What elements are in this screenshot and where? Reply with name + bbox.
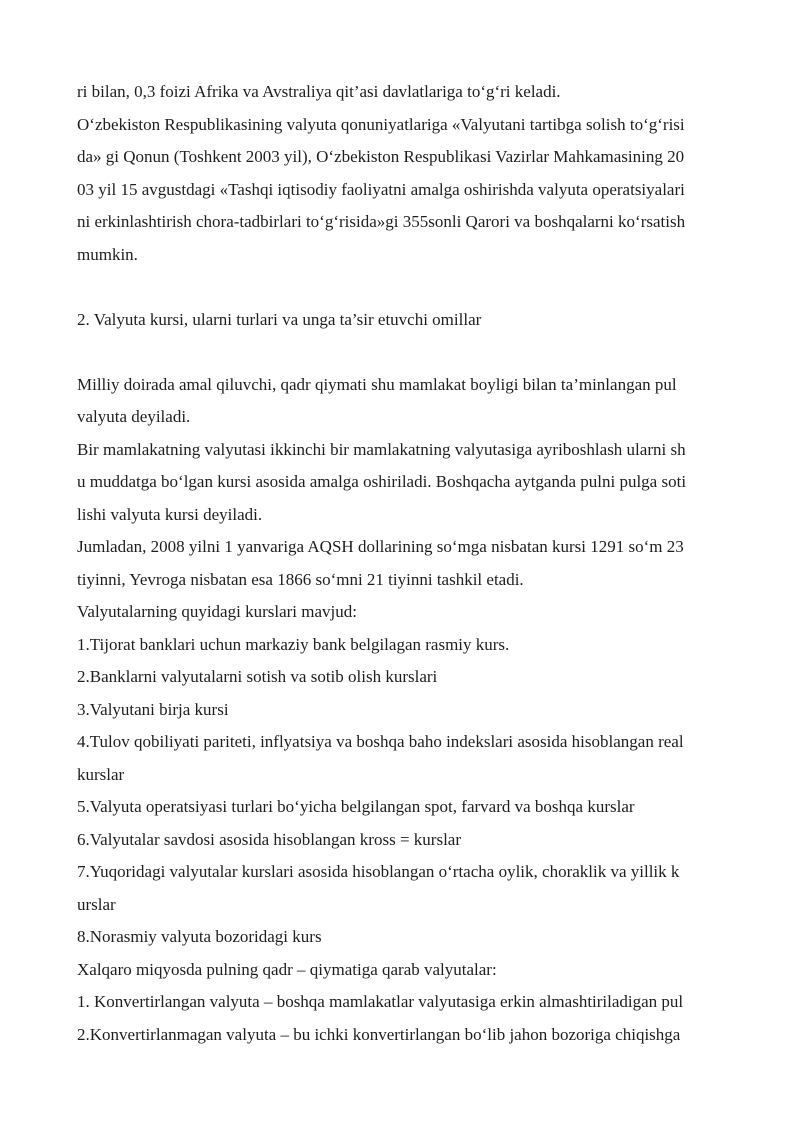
text-line: valyuta deyiladi. xyxy=(77,407,191,426)
document-body xyxy=(77,76,757,1051)
text-line: Milliy doirada amal qiluvchi, qadr qiymati shu mamlakat boyligi bilan ta’minlangan pul xyxy=(77,374,677,394)
list-item: 2.Banklarni valyutalarni sotish va sotib olish kurslari xyxy=(77,667,438,686)
list-item: 7.Yuqoridagi valyutalar kurslari asosida hisoblangan o‘rtacha oylik, choraklik va yillik k xyxy=(77,862,680,881)
text-line: lishi valyuta kursi deyiladi. xyxy=(77,504,263,524)
text-line: Valyutalarning quyidagi kurslari mavjud: xyxy=(77,602,357,621)
list-item: kurslar xyxy=(77,764,125,784)
list-item: 2.Konvertirlanmagan valyuta – bu ichki konvertirlangan bo‘lib jahon bozoriga chiqishga xyxy=(77,1024,681,1044)
paragraph-spacer xyxy=(77,271,757,304)
list-item: 1. Konvertirlangan valyuta – boshqa mamlakatlar valyutasiga erkin almashtiriladigan pul xyxy=(77,992,684,1011)
list-item: 1.Tijorat banklari uchun markaziy bank belgilagan rasmiy kurs. xyxy=(77,634,510,654)
text-line: ni erkinlashtirish chora-tadbirlari to‘g‘risida»gi 355sonli Qarori va boshqalarni ko‘rsatish xyxy=(77,212,686,231)
text-line: Bir mamlakatning valyutasi ikkinchi bir mamlakatning valyutasiga ayriboshlash ularni sh xyxy=(77,439,686,459)
text-line: u muddatga bo‘lgan kursi asosida amalga oshiriladi. Boshqacha aytganda pulni pulga soti xyxy=(77,472,687,491)
list-item: 3.Valyutani birja kursi xyxy=(77,699,229,719)
text-line: tiyinni, Yevroga nisbatan esa 1866 so‘mni 21 tiyinni tashkil etadi. xyxy=(77,569,524,589)
list-item: 8.Norasmiy valyuta bozoridagi kurs xyxy=(77,927,322,946)
list-item: 4.Tulov qobiliyati pariteti, inflyatsiya va boshqa baho indekslari asosida hisoblangan real xyxy=(77,732,684,751)
text-line: Xalqaro miqyosda pulning qadr – qiymatiga qarab valyutalar: xyxy=(77,959,497,979)
text-line: O‘zbekiston Respublikasining valyuta qonuniyatlariga «Valyutani tartibga solish to‘g‘risi xyxy=(77,114,685,134)
text-line: Jumladan, 2008 yilni 1 yanvariga AQSH dollarining so‘mga nisbatan kursi 1291 so‘m 23 xyxy=(77,537,684,556)
section-heading: 2. Valyuta kursi, ularni turlari va unga ta’sir etuvchi omillar xyxy=(77,309,482,329)
text-line: da» gi Qonun (Toshkent 2003 yil), O‘zbekiston Respublikasi Vazirlar Mahkamasining 20 xyxy=(77,147,685,166)
text-line: mumkin. xyxy=(77,244,138,264)
text-line: ri bilan, 0,3 foizi Afrika va Avstraliya qit’asi davlatlariga to‘g‘ri keladi. xyxy=(77,82,561,101)
list-item: urslar xyxy=(77,894,116,914)
paragraph-spacer xyxy=(77,336,757,369)
list-item: 5.Valyuta operatsiyasi turlari bo‘yicha belgilangan spot, farvard va boshqa kurslar xyxy=(77,797,635,816)
text-line: 03 yil 15 avgustdagi «Tashqi iqtisodiy faoliyatni amalga oshirishda valyuta operatsiyalari xyxy=(77,179,685,199)
list-item: 6.Valyutalar savdosi asosida hisoblangan kross = kurslar xyxy=(77,829,461,849)
